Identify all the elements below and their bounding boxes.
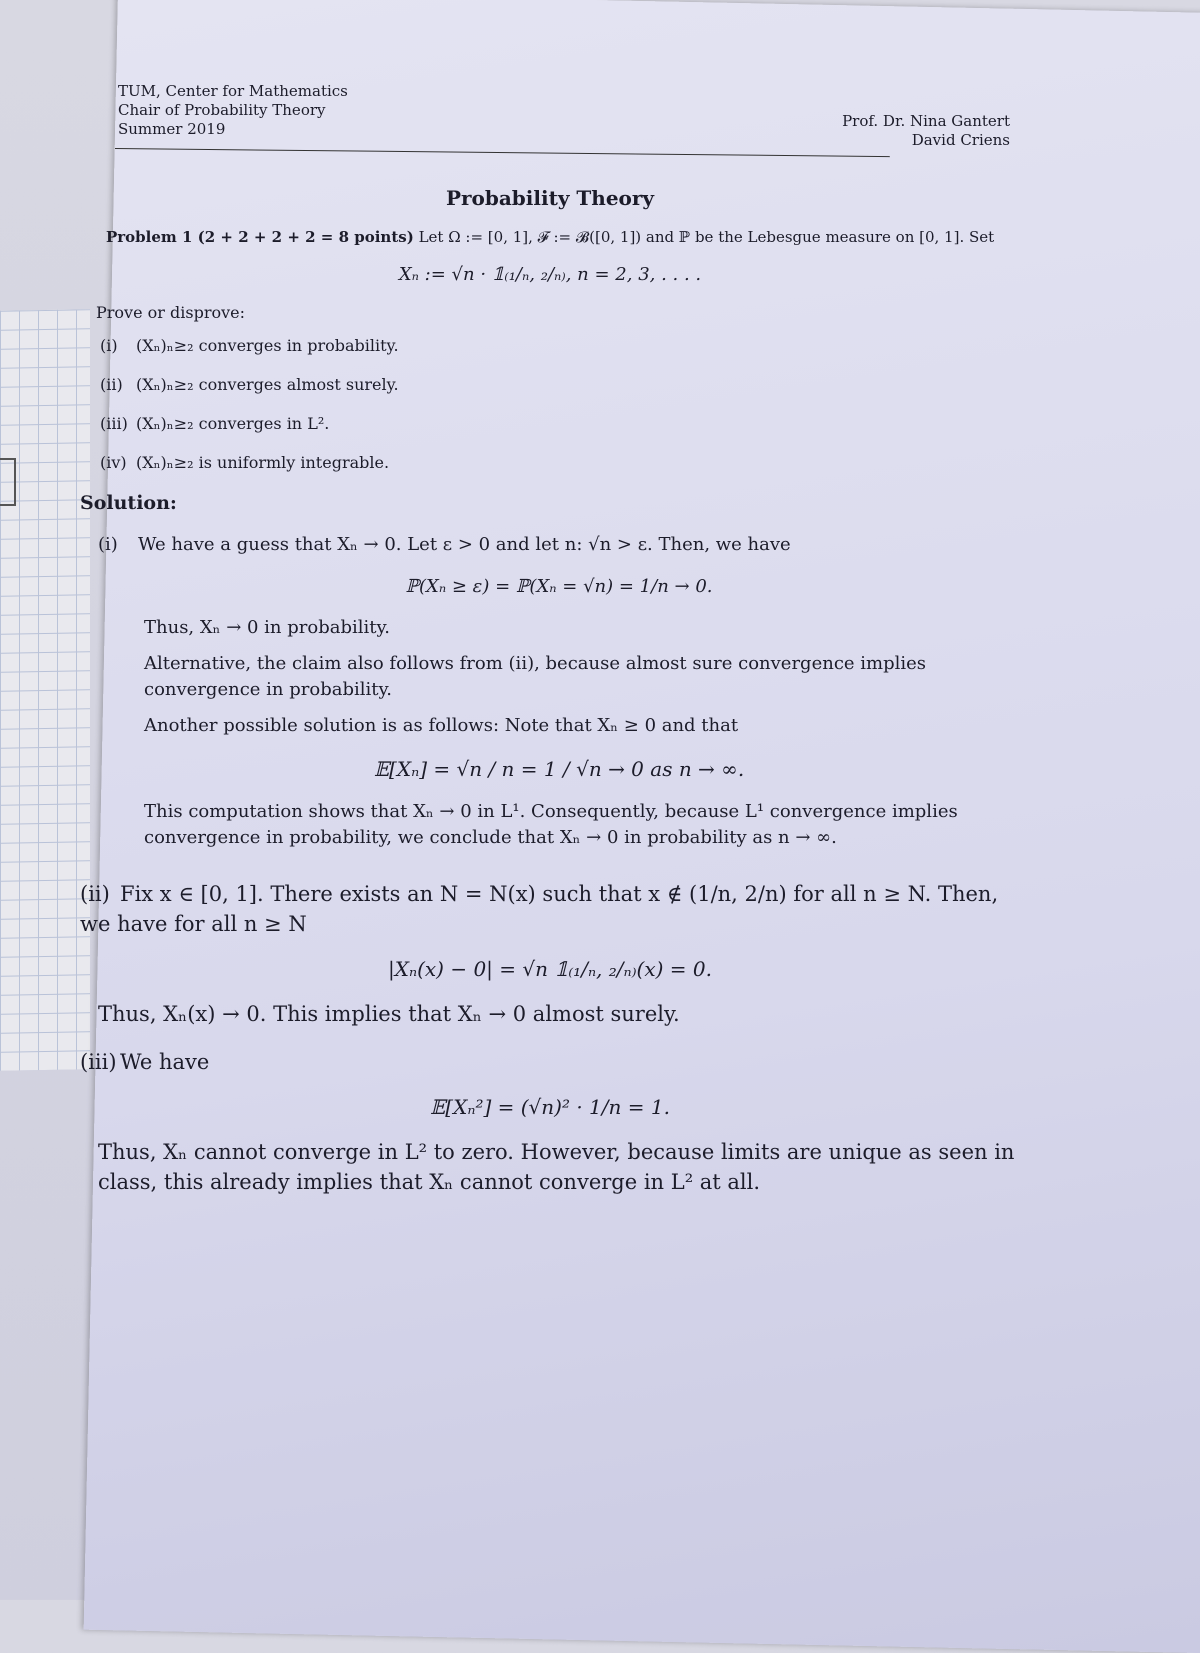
list-item	[100, 453, 1020, 472]
solution-i-label: (i)	[98, 534, 118, 555]
solution-ii-intro-text: Fix x ∈ [0, 1]. There exists an N = N(x) such that x ∉ (1/n, 2/n) for all n ≥ N. Then, we have for all n ≥ N	[80, 882, 999, 936]
problem-heading: Problem 1 (2 + 2 + 2 + 2 = 8 points)	[106, 228, 414, 246]
problem-items	[80, 336, 1020, 472]
problem-statement	[106, 228, 1020, 246]
solution-heading: Solution:	[80, 492, 177, 514]
problem-definition: Xₙ := √n · 𝟙₍₁/ₙ, ₂/ₙ₎, n = 2, 3, . . . .	[398, 264, 702, 285]
solution-i-paragraph-3: Another possible solution is as follows: Note that Xₙ ≥ 0 and that	[144, 715, 739, 736]
solution-iii-intro	[80, 1047, 1020, 1077]
solution-ii-intro	[80, 879, 1020, 939]
header-line: Summer 2019	[118, 120, 226, 138]
problem-prompt: Prove or disprove:	[96, 303, 245, 322]
document-title: Probability Theory	[445, 186, 655, 210]
solution-part-iii	[80, 1047, 1020, 1197]
graph-paper-mark	[0, 458, 16, 506]
solution-i-paragraph-4: This computation shows that Xₙ → 0 in L¹. Consequently, because L¹ convergence implies convergence in probability, we conclude that Xₙ → 0 in probability as n → ∞.	[144, 801, 958, 848]
solution-i-equation-2: 𝔼[Xₙ] = √n / n = 1 / √n → 0 as n → ∞.	[373, 757, 745, 781]
header-author: David Criens	[911, 131, 1010, 149]
item-text: (Xₙ)ₙ≥₂ converges in L².	[136, 414, 330, 433]
solution-ii-equation: |Xₙ(x) − 0| = √n 𝟙₍₁/ₙ, ₂/ₙ₎(x) = 0.	[388, 957, 712, 981]
header-authors	[842, 112, 1010, 150]
item-text: (Xₙ)ₙ≥₂ converges in probability.	[136, 336, 399, 355]
solution-i-paragraph-2: Alternative, the claim also follows from (ii), because almost sure convergence implies convergence in probability.	[144, 653, 927, 700]
header-author: Prof. Dr. Nina Gantert	[842, 112, 1010, 130]
solution-ii-paragraph: Thus, Xₙ(x) → 0. This implies that Xₙ → 0 almost surely.	[98, 1002, 680, 1026]
graph-paper-sheet	[0, 309, 90, 1071]
header-institution	[118, 82, 348, 139]
document-body	[80, 150, 1020, 1207]
item-label: (iv)	[100, 453, 127, 472]
list-item	[100, 375, 1020, 394]
solution-i-intro-text: We have a guess that Xₙ → 0. Let ε > 0 and let n: √n > ε. Then, we have	[138, 534, 791, 555]
list-item	[100, 414, 1020, 433]
solution-part-ii	[80, 879, 1020, 1029]
solution-part-i	[98, 532, 1020, 851]
solution-i-paragraph-1: Thus, Xₙ → 0 in probability.	[144, 617, 390, 638]
item-text: (Xₙ)ₙ≥₂ is uniformly integrable.	[136, 453, 390, 472]
solution-i-intro	[98, 532, 1020, 558]
solution-ii-label: (ii)	[80, 882, 110, 906]
header-line: TUM, Center for Mathematics	[118, 82, 348, 100]
item-label: (iii)	[100, 414, 128, 433]
item-label: (i)	[100, 336, 118, 355]
solution-i-equation-1: ℙ(Xₙ ≥ ε) = ℙ(Xₙ = √n) = 1/n → 0.	[405, 576, 713, 597]
header-line: Chair of Probability Theory	[118, 101, 326, 119]
item-label: (ii)	[100, 375, 123, 394]
solution-iii-equation: 𝔼[Xₙ²] = (√n)² · 1/n = 1.	[430, 1095, 670, 1119]
solution-iii-intro-text: We have	[120, 1050, 210, 1074]
problem-text: Let Ω := [0, 1], 𝓕 := 𝓑([0, 1]) and ℙ be the Lebesgue measure on [0, 1]. Set	[418, 228, 995, 246]
solution-iii-label: (iii)	[80, 1050, 117, 1074]
item-text: (Xₙ)ₙ≥₂ converges almost surely.	[136, 375, 399, 394]
solution-iii-paragraph: Thus, Xₙ cannot converge in L² to zero. However, because limits are unique as seen in class, this already implies that Xₙ cannot converge in L² at all.	[98, 1140, 1015, 1194]
list-item	[100, 336, 1020, 355]
